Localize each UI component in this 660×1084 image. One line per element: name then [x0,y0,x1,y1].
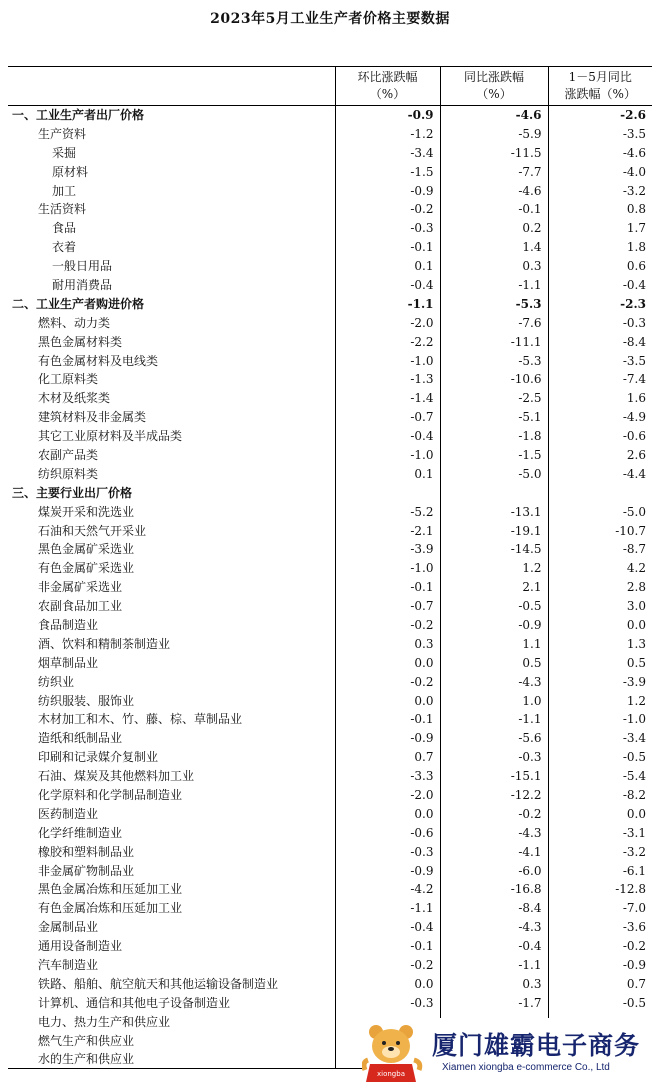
row-ytd-value: -6.1 [548,861,652,880]
row-name: 一般日用品 [52,259,113,274]
row-name: 非金属矿物制品业 [38,863,135,878]
row-name: 非金属矿采选业 [38,580,123,595]
company-name-cn: 厦门雄霸电子商务 [432,1031,641,1060]
row-ytd-value: -3.1 [548,823,652,842]
row-name: 通用设备制造业 [38,939,123,954]
bear-mascot-icon [362,1018,424,1084]
row-yoy-value: -10.6 [440,370,548,389]
row-name: 计算机、通信和其他电子设备制造业 [38,995,231,1010]
row-mom-value: -0.7 [335,597,440,616]
row-name: 黑色金属材料类 [38,334,123,349]
row-mom-value: -0.9 [335,181,440,200]
row-yoy-value: -1.1 [440,276,548,295]
row-ytd-value: 0.0 [548,616,652,635]
row-yoy-value: -1.7 [440,993,548,1012]
row-mom-value: 0.0 [335,653,440,672]
row-mom-value [335,483,440,502]
row-name: 木材加工和木、竹、藤、棕、草制品业 [38,712,243,727]
table-row [8,653,652,672]
row-mom-value: -1.0 [335,351,440,370]
row-ytd-value: -5.4 [548,767,652,786]
table-row [8,502,652,521]
row-name: 农副产品类 [38,447,99,462]
row-name: 化学纤维制造业 [38,825,123,840]
row-name: 电力、热力生产和供应业 [38,1014,171,1029]
row-name: 衣着 [52,240,77,255]
row-mom-value: -2.0 [335,313,440,332]
row-name: 采掘 [52,145,77,160]
table-row [8,767,652,786]
row-name: 一、工业生产者出厂价格 [12,108,145,123]
row-ytd-value: 1.8 [548,238,652,257]
row-ytd-value: -0.2 [548,937,652,956]
row-name: 有色金属冶炼和压延加工业 [38,901,183,916]
row-name: 农副食品加工业 [38,599,123,614]
row-ytd-value: 2.8 [548,578,652,597]
table-row [8,710,652,729]
row-mom-value: 0.1 [335,464,440,483]
header-yoy [440,67,548,106]
table-row [8,219,652,238]
row-yoy-value: 0.2 [440,219,548,238]
row-name: 化工原料类 [38,372,99,387]
row-mom-value: -0.2 [335,672,440,691]
table-row [8,370,652,389]
row-mom-value: 0.0 [335,974,440,993]
table-row [8,408,652,427]
table-row [8,672,652,691]
row-name: 水的生产和供应业 [8,1050,335,1069]
row-ytd-value: -8.4 [548,332,652,351]
row-name: 有色金属材料及电线类 [38,353,159,368]
table-row [8,597,652,616]
row-name: 纺织服装、服饰业 [38,693,135,708]
row-yoy-value: -4.3 [440,823,548,842]
row-yoy-value: 1.0 [440,691,548,710]
row-yoy-value: -13.1 [440,502,548,521]
row-ytd-value: 0.5 [548,653,652,672]
row-yoy-value: 1.1 [440,634,548,653]
table-row [8,804,652,823]
table-row [8,937,652,956]
row-mom-value: 0.7 [335,748,440,767]
row-ytd-value: -3.5 [548,124,652,143]
row-ytd-value: -0.5 [548,748,652,767]
row-name: 原材料 [52,164,89,179]
row-name: 黑色金属冶炼和压延加工业 [38,882,183,897]
row-mom-value: -3.9 [335,540,440,559]
row-name: 食品 [52,221,77,236]
row-name: 橡胶和塑料制品业 [38,844,135,859]
table-row [8,880,652,899]
row-name: 造纸和纸制品业 [38,731,123,746]
table-row [8,918,652,937]
header-ytd-line1: 1－5月同比 [568,70,632,84]
row-yoy-value: -11.1 [440,332,548,351]
row-yoy-value: 0.3 [440,257,548,276]
row-ytd-value: -0.5 [548,993,652,1012]
row-yoy-value: -4.1 [440,842,548,861]
row-yoy-value: -15.1 [440,767,548,786]
row-name: 医药制造业 [38,806,99,821]
row-ytd-value: 1.3 [548,634,652,653]
header-ytd-line2: 涨跌幅（%） [564,87,636,101]
row-yoy-value: -1.1 [440,956,548,975]
row-yoy-value: -0.1 [440,200,548,219]
table-row [8,691,652,710]
table-row [8,427,652,446]
row-mom-value: -1.5 [335,162,440,181]
row-yoy-value: -5.3 [440,294,548,313]
row-name: 有色金属矿采选业 [38,561,135,576]
row-yoy-value: 1.2 [440,559,548,578]
row-yoy-value: -5.9 [440,124,548,143]
row-mom-value: -0.4 [335,427,440,446]
row-yoy-value: -4.6 [440,106,548,125]
row-yoy-value: -4.3 [440,672,548,691]
table-row [8,729,652,748]
row-name: 加工 [52,183,77,198]
row-name: 纺织原料类 [38,466,99,481]
row-mom-value: -0.2 [335,200,440,219]
row-ytd-value: -3.5 [548,351,652,370]
row-name: 金属制品业 [38,920,99,935]
row-yoy-value: -19.1 [440,521,548,540]
row-ytd-value: 2.6 [548,446,652,465]
row-mom-value: -0.6 [335,823,440,842]
row-ytd-value: 1.2 [548,691,652,710]
row-mom-value: -1.2 [335,124,440,143]
header-yoy-line1: 同比涨跌幅 [463,70,524,84]
row-yoy-value: -5.6 [440,729,548,748]
row-yoy-value: -16.8 [440,880,548,899]
table-row [8,559,652,578]
table-row [8,521,652,540]
row-name: 煤炭开采和洗选业 [38,504,135,519]
row-yoy-value: -0.5 [440,597,548,616]
table-row [8,106,652,125]
row-yoy-value: -7.6 [440,313,548,332]
row-ytd-value: 1.7 [548,219,652,238]
row-ytd-value: -4.9 [548,408,652,427]
row-ytd-value: -3.2 [548,842,652,861]
table-row [8,238,652,257]
row-mom-value: -1.0 [335,446,440,465]
row-ytd-value: -8.2 [548,786,652,805]
row-yoy-value: -5.0 [440,464,548,483]
row-ytd-value: -4.6 [548,143,652,162]
row-ytd-value: -2.3 [548,294,652,313]
table-row [8,578,652,597]
row-mom-value: -0.9 [335,729,440,748]
page-title: 2023年5月工业生产者价格主要数据 [210,11,450,27]
header-mom-line2: （%） [369,87,406,101]
row-ytd-value: -3.6 [548,918,652,937]
row-mom-value: -1.4 [335,389,440,408]
row-name: 纺织业 [38,674,75,689]
row-mom-value: -0.3 [335,993,440,1012]
row-name: 汽车制造业 [38,958,99,973]
row-ytd-value: -1.0 [548,710,652,729]
row-yoy-value: -0.4 [440,937,548,956]
row-mom-value: -2.1 [335,521,440,540]
row-ytd-value: -7.0 [548,899,652,918]
row-yoy-value: -1.8 [440,427,548,446]
row-ytd-value: -3.4 [548,729,652,748]
row-mom-value: -0.7 [335,408,440,427]
header-yoy-line2: （%） [476,87,512,101]
row-mom-value: -0.1 [335,238,440,257]
row-mom-value: -1.0 [335,559,440,578]
row-yoy-value: -12.2 [440,786,548,805]
row-mom-value: 0.0 [335,804,440,823]
row-yoy-value: -2.5 [440,389,548,408]
row-name: 二、工业生产者购进价格 [12,296,145,311]
row-ytd-value: -2.6 [548,106,652,125]
row-yoy-value: 2.1 [440,578,548,597]
row-yoy-value: -0.2 [440,804,548,823]
row-yoy-value: -7.7 [440,162,548,181]
row-mom-value: 0.1 [335,257,440,276]
row-name: 印刷和记录媒介复制业 [38,750,159,765]
table-row [8,446,652,465]
row-name: 黑色金属矿采选业 [38,542,135,557]
row-name: 食品制造业 [38,617,99,632]
row-mom-value: -0.1 [335,578,440,597]
row-name: 其它工业原材料及半成品类 [38,429,183,444]
header-row [8,67,652,106]
table-row [8,861,652,880]
row-name: 化学原料和化学制品制造业 [38,788,183,802]
row-ytd-value: 0.8 [548,200,652,219]
row-yoy-value: -0.3 [440,748,548,767]
row-yoy-value: 0.5 [440,653,548,672]
row-mom-value: -0.1 [335,710,440,729]
row-ytd-value: 0.7 [548,974,652,993]
row-name: 铁路、船舶、航空航天和其他运输设备制造业 [38,976,279,991]
row-ytd-value: -3.2 [548,181,652,200]
row-ytd-value: -7.4 [548,370,652,389]
row-ytd-value: -10.7 [548,521,652,540]
row-mom-value: -3.4 [335,143,440,162]
table-row [8,823,652,842]
table-row [8,313,652,332]
row-yoy-value: -4.3 [440,918,548,937]
row-mom-value: -4.2 [335,880,440,899]
row-ytd-value: -0.6 [548,427,652,446]
row-yoy-value [440,483,548,502]
table-row [8,956,652,975]
table-row [8,200,652,219]
row-yoy-value: -1.1 [440,710,548,729]
row-ytd-value: -12.8 [548,880,652,899]
row-mom-value: -0.1 [335,937,440,956]
table-row [8,616,652,635]
row-ytd-value: -8.7 [548,540,652,559]
row-name: 建筑材料及非金属类 [38,410,147,425]
row-ytd-value: -0.4 [548,276,652,295]
row-mom-value: -0.4 [335,276,440,295]
row-ytd-value: -0.9 [548,956,652,975]
row-mom-value: -0.3 [335,219,440,238]
row-mom-value: -0.2 [335,616,440,635]
row-mom-value: -0.3 [335,842,440,861]
row-ytd-value: -0.3 [548,313,652,332]
row-ytd-value: -4.4 [548,464,652,483]
table-row [8,464,652,483]
row-ytd-value: -4.0 [548,162,652,181]
row-name: 酒、饮料和精制茶制造业 [38,636,171,651]
row-name: 生产资料 [38,126,87,141]
table-row [8,786,652,805]
table-row [8,634,652,653]
row-yoy-value: -4.6 [440,181,548,200]
row-name: 三、主要行业出厂价格 [12,485,133,500]
table-row [8,276,652,295]
header-item [8,67,335,106]
row-mom-value: -0.4 [335,918,440,937]
row-ytd-value: -3.9 [548,672,652,691]
table-row [8,899,652,918]
table-row [8,748,652,767]
table-row [8,181,652,200]
table-body [8,106,652,1069]
row-mom-value: 0.0 [335,691,440,710]
row-mom-value: -1.1 [335,899,440,918]
company-name-en: Xiamen xiongba e-commerce Co., Ltd [442,1062,610,1073]
row-ytd-value: -5.0 [548,502,652,521]
table-row [8,842,652,861]
row-name: 生活资料 [38,202,87,217]
row-name: 耐用消费品 [52,277,113,292]
row-yoy-value: -14.5 [440,540,548,559]
row-yoy-value: 1.4 [440,238,548,257]
row-mom-value: -1.1 [335,294,440,313]
row-name: 木材及纸浆类 [38,391,111,406]
row-ytd-value: 3.0 [548,597,652,616]
row-name: 燃料、动力类 [38,315,111,330]
row-yoy-value: -5.3 [440,351,548,370]
row-yoy-value: -1.5 [440,446,548,465]
table-row [8,540,652,559]
row-mom-value: -0.9 [335,861,440,880]
table-row [8,257,652,276]
row-yoy-value: -0.9 [440,616,548,635]
table-row [8,389,652,408]
svg-text:xiongba: xiongba [377,1070,405,1078]
row-yoy-value: -6.0 [440,861,548,880]
row-yoy-value: -11.5 [440,143,548,162]
row-name: 石油和天然气开采业 [38,523,147,538]
row-mom-value: 0.3 [335,634,440,653]
row-mom-value: -0.9 [335,106,440,125]
table-row [8,294,652,313]
row-name: 烟草制品业 [38,655,99,670]
row-yoy-value: -5.1 [440,408,548,427]
row-mom-value: -3.3 [335,767,440,786]
row-mom-value: -1.3 [335,370,440,389]
header-ytd [548,67,652,106]
row-mom-value: -2.2 [335,332,440,351]
table-row [8,143,652,162]
table-row [8,332,652,351]
row-mom-value: -0.2 [335,956,440,975]
table-row [8,483,652,502]
header-mom-line1: 环比涨跌幅 [357,70,418,84]
row-mom-value: -2.0 [335,786,440,805]
header-mom [335,67,440,106]
watermark-logo [362,1018,660,1084]
table-row [8,162,652,181]
price-data-table [8,66,652,1069]
row-yoy-value: 0.3 [440,974,548,993]
row-mom-value: -5.2 [335,502,440,521]
table-row [8,351,652,370]
row-name: 石油、煤炭及其他燃料加工业 [38,769,195,784]
row-ytd-value: 1.6 [548,389,652,408]
table-row [8,974,652,993]
row-ytd-value: 4.2 [548,559,652,578]
row-ytd-value: 0.0 [548,804,652,823]
row-ytd-value: 0.6 [548,257,652,276]
row-name: 燃气生产和供应业 [38,1033,135,1048]
row-ytd-value [548,483,652,502]
table-row [8,993,652,1012]
row-yoy-value: -8.4 [440,899,548,918]
table-row [8,124,652,143]
